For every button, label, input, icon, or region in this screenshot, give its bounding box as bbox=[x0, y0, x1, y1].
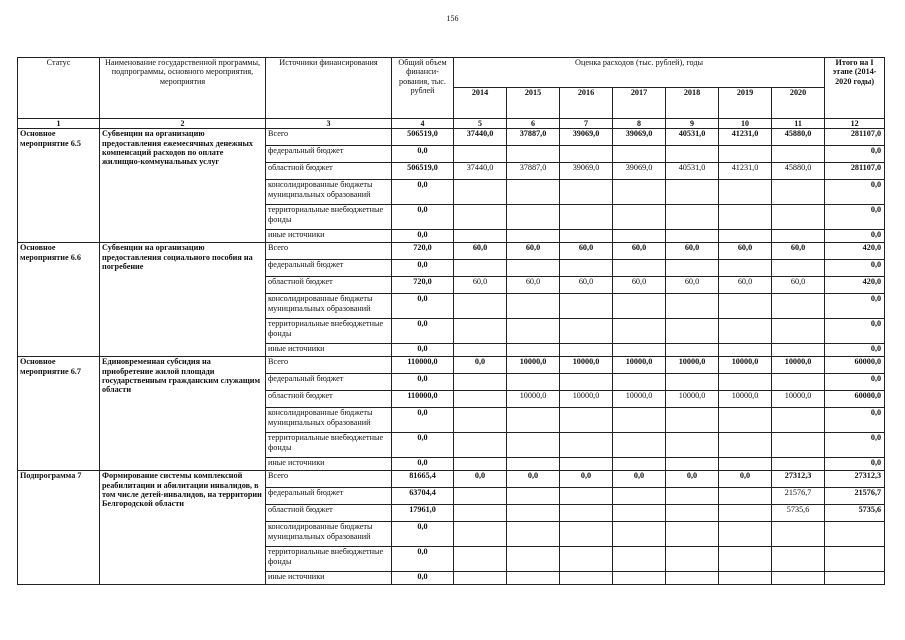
column-index: 10 bbox=[719, 119, 772, 129]
row-year-value: 0,0 bbox=[454, 357, 507, 374]
row-year-value bbox=[772, 260, 825, 277]
row-year-value bbox=[719, 294, 772, 319]
row-year-value: 5735,6 bbox=[772, 505, 825, 522]
row-year-value bbox=[666, 146, 719, 163]
row-total: 0,0 bbox=[392, 319, 454, 344]
row-stage-total: 0,0 bbox=[825, 205, 885, 230]
row-year-value: 39069,0 bbox=[613, 129, 666, 146]
row-year-value bbox=[772, 374, 825, 391]
row-year-value: 60,0 bbox=[719, 277, 772, 294]
row-total: 0,0 bbox=[392, 522, 454, 547]
row-total: 110000,0 bbox=[392, 357, 454, 374]
row-year-value bbox=[507, 433, 560, 458]
row-year-value bbox=[454, 572, 507, 585]
row-source: консолидированные бюджеты муниципальных образований bbox=[266, 408, 392, 433]
header-year: 2016 bbox=[560, 88, 613, 119]
header-year: 2015 bbox=[507, 88, 560, 119]
column-index: 7 bbox=[560, 119, 613, 129]
row-year-value bbox=[719, 344, 772, 357]
row-year-value bbox=[507, 230, 560, 243]
row-year-value bbox=[613, 547, 666, 572]
row-year-value bbox=[454, 374, 507, 391]
row-year-value bbox=[772, 572, 825, 585]
row-source: областной бюджет bbox=[266, 163, 392, 180]
row-stage-total: 21576,7 bbox=[825, 488, 885, 505]
budget-table bbox=[17, 57, 885, 585]
row-source: Всего bbox=[266, 243, 392, 260]
row-year-value bbox=[719, 433, 772, 458]
header-year: 2018 bbox=[666, 88, 719, 119]
row-year-value bbox=[613, 374, 666, 391]
row-year-value: 60,0 bbox=[666, 243, 719, 260]
row-stage-total: 0,0 bbox=[825, 344, 885, 357]
row-year-value: 0,0 bbox=[507, 471, 560, 488]
row-total: 0,0 bbox=[392, 374, 454, 391]
row-year-value bbox=[560, 344, 613, 357]
row-year-value bbox=[454, 433, 507, 458]
row-year-value bbox=[666, 180, 719, 205]
row-year-value bbox=[507, 294, 560, 319]
row-year-value bbox=[454, 458, 507, 471]
row-year-value bbox=[454, 205, 507, 230]
row-total: 720,0 bbox=[392, 243, 454, 260]
row-total: 506519,0 bbox=[392, 163, 454, 180]
row-stage-total: 0,0 bbox=[825, 260, 885, 277]
row-stage-total: 420,0 bbox=[825, 277, 885, 294]
row-year-value bbox=[666, 458, 719, 471]
row-year-value bbox=[454, 391, 507, 408]
row-year-value: 40531,0 bbox=[666, 163, 719, 180]
row-year-value: 10000,0 bbox=[507, 357, 560, 374]
row-year-value bbox=[454, 294, 507, 319]
row-year-value: 60,0 bbox=[719, 243, 772, 260]
row-year-value bbox=[560, 294, 613, 319]
row-year-value bbox=[772, 205, 825, 230]
row-stage-total: 0,0 bbox=[825, 230, 885, 243]
row-source: областной бюджет bbox=[266, 505, 392, 522]
row-total: 506519,0 bbox=[392, 129, 454, 146]
row-total: 63704,4 bbox=[392, 488, 454, 505]
row-year-value bbox=[666, 319, 719, 344]
row-total: 0,0 bbox=[392, 260, 454, 277]
row-year-value bbox=[719, 374, 772, 391]
row-year-value bbox=[719, 488, 772, 505]
row-source: территориальные внебюджетные фонды bbox=[266, 433, 392, 458]
row-source: территориальные внебюджетные фонды bbox=[266, 319, 392, 344]
row-year-value bbox=[560, 458, 613, 471]
row-stage-total: 0,0 bbox=[825, 294, 885, 319]
row-year-value bbox=[666, 433, 719, 458]
row-name: Формирование системы комплексной реабилитации и абилитации инвалидов, в том числе детей-инвалидов, на территории Белгородской области bbox=[100, 471, 266, 585]
row-year-value bbox=[613, 505, 666, 522]
row-year-value bbox=[507, 146, 560, 163]
header-year: 2017 bbox=[613, 88, 666, 119]
row-status: Основное мероприятие 6.6 bbox=[18, 243, 100, 357]
header-total: Общий объем финанси-рования, тыс. рублей bbox=[392, 58, 454, 119]
row-stage-total: 0,0 bbox=[825, 433, 885, 458]
row-year-value bbox=[454, 522, 507, 547]
row-year-value bbox=[507, 260, 560, 277]
row-year-value bbox=[560, 205, 613, 230]
row-year-value bbox=[772, 146, 825, 163]
row-source: консолидированные бюджеты муниципальных образований bbox=[266, 522, 392, 547]
row-year-value bbox=[613, 230, 666, 243]
column-index: 6 bbox=[507, 119, 560, 129]
row-stage-total: 60000,0 bbox=[825, 357, 885, 374]
row-year-value bbox=[772, 433, 825, 458]
row-year-value bbox=[454, 344, 507, 357]
row-source: территориальные внебюджетные фонды bbox=[266, 205, 392, 230]
row-year-value: 10000,0 bbox=[560, 391, 613, 408]
row-source: федеральный бюджет bbox=[266, 146, 392, 163]
row-total: 0,0 bbox=[392, 230, 454, 243]
row-year-value bbox=[719, 146, 772, 163]
row-year-value bbox=[719, 547, 772, 572]
table-row bbox=[18, 471, 885, 488]
row-year-value: 37440,0 bbox=[454, 163, 507, 180]
row-year-value: 10000,0 bbox=[613, 391, 666, 408]
row-status: Основное мероприятие 6.7 bbox=[18, 357, 100, 471]
row-year-value bbox=[666, 547, 719, 572]
row-year-value bbox=[560, 146, 613, 163]
row-year-value bbox=[666, 205, 719, 230]
row-year-value: 21576,7 bbox=[772, 488, 825, 505]
row-year-value: 60,0 bbox=[560, 277, 613, 294]
row-year-value bbox=[719, 205, 772, 230]
row-total: 17961,0 bbox=[392, 505, 454, 522]
row-name: Субвенции на организацию предоставления социального пособия на погребение bbox=[100, 243, 266, 357]
row-year-value bbox=[560, 572, 613, 585]
header-stage-total: Итого на I этапе (2014-2020 годы) bbox=[825, 58, 885, 119]
row-year-value bbox=[666, 294, 719, 319]
row-source: Всего bbox=[266, 357, 392, 374]
row-year-value bbox=[454, 146, 507, 163]
row-year-value bbox=[454, 230, 507, 243]
row-year-value bbox=[507, 522, 560, 547]
row-year-value: 60,0 bbox=[507, 277, 560, 294]
row-stage-total: 281107,0 bbox=[825, 163, 885, 180]
row-total: 720,0 bbox=[392, 277, 454, 294]
row-total: 81665,4 bbox=[392, 471, 454, 488]
row-stage-total: 0,0 bbox=[825, 458, 885, 471]
row-year-value bbox=[719, 572, 772, 585]
row-year-value: 10000,0 bbox=[772, 357, 825, 374]
row-year-value bbox=[666, 572, 719, 585]
column-index-row bbox=[18, 119, 885, 129]
row-source: областной бюджет bbox=[266, 391, 392, 408]
row-year-value: 0,0 bbox=[719, 471, 772, 488]
row-year-value bbox=[666, 505, 719, 522]
row-year-value bbox=[666, 408, 719, 433]
column-index: 2 bbox=[100, 119, 266, 129]
row-year-value bbox=[560, 488, 613, 505]
row-year-value bbox=[613, 180, 666, 205]
row-total: 0,0 bbox=[392, 547, 454, 572]
row-year-value: 0,0 bbox=[560, 471, 613, 488]
row-year-value bbox=[613, 572, 666, 585]
row-source: федеральный бюджет bbox=[266, 260, 392, 277]
row-year-value: 0,0 bbox=[613, 471, 666, 488]
row-year-value bbox=[454, 547, 507, 572]
row-year-value: 39069,0 bbox=[560, 163, 613, 180]
row-year-value bbox=[507, 505, 560, 522]
row-year-value: 60,0 bbox=[772, 243, 825, 260]
row-year-value bbox=[613, 408, 666, 433]
row-year-value bbox=[560, 522, 613, 547]
row-year-value: 0,0 bbox=[666, 471, 719, 488]
row-year-value bbox=[560, 319, 613, 344]
header-estimate: Оценка расходов (тыс. рублей), годы bbox=[454, 58, 825, 88]
column-index: 11 bbox=[772, 119, 825, 129]
row-year-value bbox=[719, 319, 772, 344]
row-source: федеральный бюджет bbox=[266, 374, 392, 391]
row-year-value bbox=[560, 374, 613, 391]
row-year-value bbox=[454, 505, 507, 522]
row-year-value bbox=[772, 547, 825, 572]
row-year-value bbox=[719, 230, 772, 243]
header-sources: Источники финансирования bbox=[266, 58, 392, 119]
row-stage-total: 0,0 bbox=[825, 374, 885, 391]
header-year: 2014 bbox=[454, 88, 507, 119]
row-total: 0,0 bbox=[392, 344, 454, 357]
row-year-value: 40531,0 bbox=[666, 129, 719, 146]
row-source: территориальные внебюджетные фонды bbox=[266, 547, 392, 572]
row-year-value bbox=[613, 146, 666, 163]
row-year-value bbox=[719, 458, 772, 471]
row-year-value bbox=[666, 344, 719, 357]
row-year-value: 37887,0 bbox=[507, 163, 560, 180]
row-year-value: 60,0 bbox=[454, 277, 507, 294]
row-stage-total bbox=[825, 572, 885, 585]
row-stage-total bbox=[825, 547, 885, 572]
row-year-value bbox=[507, 458, 560, 471]
column-index: 8 bbox=[613, 119, 666, 129]
row-year-value bbox=[454, 260, 507, 277]
row-year-value bbox=[454, 408, 507, 433]
row-year-value bbox=[666, 488, 719, 505]
row-year-value bbox=[772, 522, 825, 547]
row-stage-total bbox=[825, 522, 885, 547]
row-year-value bbox=[666, 374, 719, 391]
row-year-value bbox=[507, 572, 560, 585]
column-index: 4 bbox=[392, 119, 454, 129]
row-stage-total: 60000,0 bbox=[825, 391, 885, 408]
row-year-value bbox=[613, 344, 666, 357]
row-year-value bbox=[560, 547, 613, 572]
row-year-value: 60,0 bbox=[454, 243, 507, 260]
row-year-value: 45880,0 bbox=[772, 163, 825, 180]
row-year-value: 0,0 bbox=[454, 471, 507, 488]
row-year-value: 41231,0 bbox=[719, 163, 772, 180]
row-total: 0,0 bbox=[392, 294, 454, 319]
column-index: 9 bbox=[666, 119, 719, 129]
row-stage-total: 281107,0 bbox=[825, 129, 885, 146]
row-year-value bbox=[613, 294, 666, 319]
row-year-value bbox=[613, 458, 666, 471]
table-row bbox=[18, 357, 885, 374]
header-status: Статус bbox=[18, 58, 100, 119]
table-row bbox=[18, 243, 885, 260]
row-year-value bbox=[613, 433, 666, 458]
row-year-value bbox=[560, 433, 613, 458]
row-year-value bbox=[507, 488, 560, 505]
row-stage-total: 0,0 bbox=[825, 408, 885, 433]
row-stage-total: 420,0 bbox=[825, 243, 885, 260]
row-year-value bbox=[507, 344, 560, 357]
row-source: консолидированные бюджеты муниципальных образований bbox=[266, 180, 392, 205]
row-source: иные источники bbox=[266, 344, 392, 357]
row-year-value: 27312,3 bbox=[772, 471, 825, 488]
row-year-value: 10000,0 bbox=[772, 391, 825, 408]
row-year-value: 60,0 bbox=[613, 243, 666, 260]
row-stage-total: 0,0 bbox=[825, 146, 885, 163]
row-source: федеральный бюджет bbox=[266, 488, 392, 505]
row-stage-total: 0,0 bbox=[825, 180, 885, 205]
row-source: иные источники bbox=[266, 230, 392, 243]
row-year-value: 60,0 bbox=[772, 277, 825, 294]
row-year-value: 10000,0 bbox=[507, 391, 560, 408]
row-source: Всего bbox=[266, 129, 392, 146]
row-year-value bbox=[772, 458, 825, 471]
row-year-value bbox=[772, 180, 825, 205]
row-year-value: 60,0 bbox=[507, 243, 560, 260]
row-year-value bbox=[560, 230, 613, 243]
row-year-value bbox=[666, 230, 719, 243]
row-year-value bbox=[772, 319, 825, 344]
row-year-value bbox=[507, 180, 560, 205]
column-index: 1 bbox=[18, 119, 100, 129]
row-year-value bbox=[560, 180, 613, 205]
row-year-value: 37887,0 bbox=[507, 129, 560, 146]
table-row bbox=[18, 129, 885, 146]
row-source: иные источники bbox=[266, 458, 392, 471]
row-year-value bbox=[772, 408, 825, 433]
page-number: 156 bbox=[446, 14, 459, 23]
row-total: 0,0 bbox=[392, 408, 454, 433]
row-year-value bbox=[454, 488, 507, 505]
row-year-value: 10000,0 bbox=[613, 357, 666, 374]
row-year-value bbox=[613, 260, 666, 277]
row-year-value bbox=[613, 522, 666, 547]
row-year-value bbox=[507, 547, 560, 572]
row-year-value bbox=[666, 522, 719, 547]
row-year-value bbox=[560, 408, 613, 433]
row-year-value: 10000,0 bbox=[666, 357, 719, 374]
header-year: 2020 bbox=[772, 88, 825, 119]
row-year-value: 60,0 bbox=[613, 277, 666, 294]
row-stage-total: 5735,6 bbox=[825, 505, 885, 522]
row-total: 0,0 bbox=[392, 458, 454, 471]
row-year-value bbox=[507, 408, 560, 433]
row-total: 0,0 bbox=[392, 180, 454, 205]
row-total: 0,0 bbox=[392, 433, 454, 458]
row-year-value bbox=[507, 319, 560, 344]
row-year-value: 45880,0 bbox=[772, 129, 825, 146]
row-source: иные источники bbox=[266, 572, 392, 585]
row-year-value bbox=[772, 230, 825, 243]
row-source: областной бюджет bbox=[266, 277, 392, 294]
row-year-value: 60,0 bbox=[666, 277, 719, 294]
row-year-value bbox=[613, 488, 666, 505]
row-total: 0,0 bbox=[392, 205, 454, 230]
row-year-value bbox=[560, 260, 613, 277]
header-name: Наименование государственной программы, подпрограммы, основного мероприятия, мероприятия bbox=[100, 58, 266, 119]
row-year-value: 39069,0 bbox=[613, 163, 666, 180]
row-year-value: 10000,0 bbox=[560, 357, 613, 374]
row-year-value: 37440,0 bbox=[454, 129, 507, 146]
row-year-value bbox=[613, 319, 666, 344]
row-year-value bbox=[454, 319, 507, 344]
row-name: Единовременная субсидия на приобретение жилой площади государственным гражданским служащим области bbox=[100, 357, 266, 471]
column-index: 3 bbox=[266, 119, 392, 129]
row-year-value: 41231,0 bbox=[719, 129, 772, 146]
row-stage-total: 0,0 bbox=[825, 319, 885, 344]
row-total: 0,0 bbox=[392, 572, 454, 585]
row-year-value bbox=[772, 294, 825, 319]
row-year-value bbox=[454, 180, 507, 205]
row-year-value: 39069,0 bbox=[560, 129, 613, 146]
row-year-value: 10000,0 bbox=[719, 357, 772, 374]
row-source: Всего bbox=[266, 471, 392, 488]
column-index: 5 bbox=[454, 119, 507, 129]
row-year-value bbox=[666, 260, 719, 277]
column-index: 12 bbox=[825, 119, 885, 129]
row-year-value bbox=[613, 205, 666, 230]
header-year: 2019 bbox=[719, 88, 772, 119]
row-status: Основное мероприятие 6.5 bbox=[18, 129, 100, 243]
row-status: Подпрограмма 7 bbox=[18, 471, 100, 585]
row-year-value bbox=[560, 505, 613, 522]
row-year-value: 10000,0 bbox=[719, 391, 772, 408]
row-year-value bbox=[719, 522, 772, 547]
row-year-value bbox=[772, 344, 825, 357]
row-name: Субвенции на организацию предоставления ежемесячных денежных компенсаций расходов по оплате жилищно-коммунальных услуг bbox=[100, 129, 266, 243]
row-year-value: 10000,0 bbox=[666, 391, 719, 408]
row-year-value bbox=[507, 374, 560, 391]
row-year-value bbox=[507, 205, 560, 230]
row-year-value bbox=[719, 505, 772, 522]
row-year-value: 60,0 bbox=[560, 243, 613, 260]
row-total: 110000,0 bbox=[392, 391, 454, 408]
row-year-value bbox=[719, 180, 772, 205]
row-year-value bbox=[719, 408, 772, 433]
row-source: консолидированные бюджеты муниципальных образований bbox=[266, 294, 392, 319]
row-year-value bbox=[719, 260, 772, 277]
row-stage-total: 27312,3 bbox=[825, 471, 885, 488]
row-total: 0,0 bbox=[392, 146, 454, 163]
